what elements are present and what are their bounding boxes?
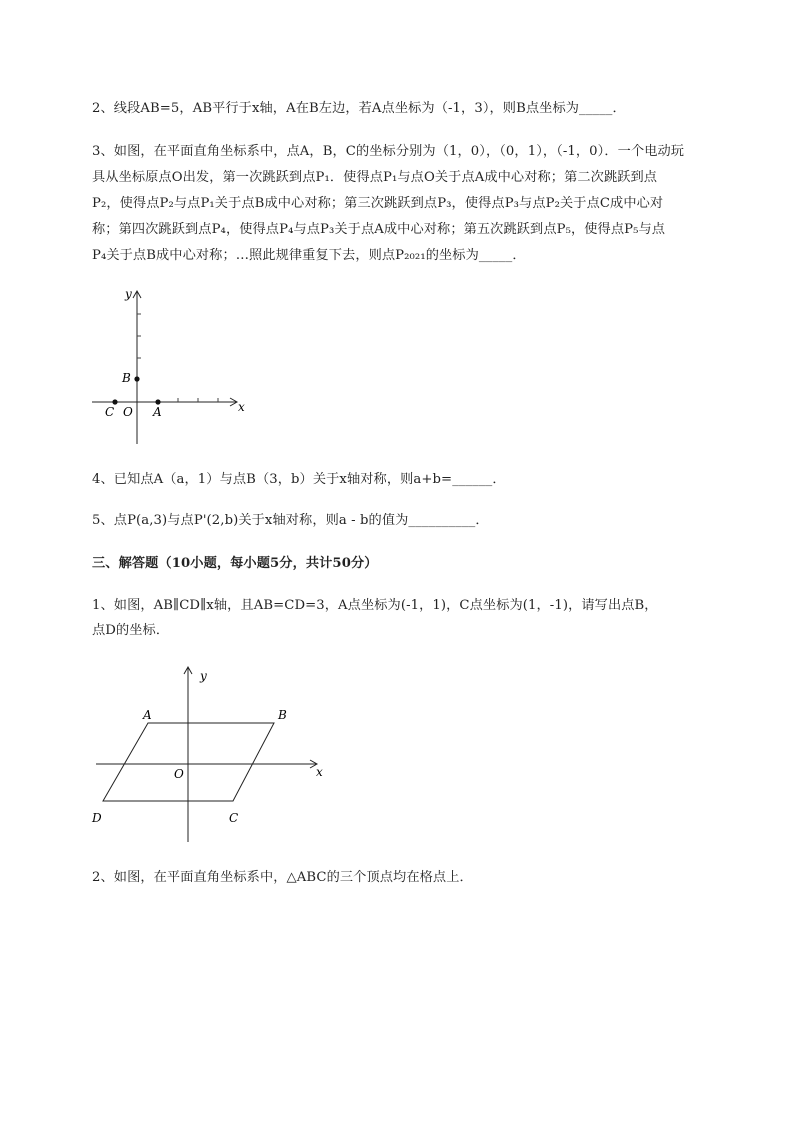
q3-x-label: x (238, 400, 245, 414)
q3-b-label: B (122, 371, 131, 385)
s3q1-x-label: x (316, 765, 323, 779)
question-4-fill-blank: 4、已知点A（a，1）与点B（3，b）关于x轴对称，则a+b=______． (92, 472, 506, 487)
section-3-question-1-line-2: 点D的坐标． (92, 623, 170, 638)
s3q1-d-label: D (92, 811, 102, 825)
q3-y-ticks (137, 314, 141, 358)
section-3-heading: 三、解答题（10小题，每小题5分，共计50分） (92, 556, 378, 571)
s3q1-o-label: O (174, 767, 184, 781)
question-3-line-4: 称；第四次跳跃到点P₄，使得点P₄与点P₃关于点A成中心对称；第五次跳跃到点P₅，使得点P₅与点 (92, 222, 666, 237)
question-3-line-1: 3、如图，在平面直角坐标系中，点A，B，C的坐标分别为（1，0），（0，1），（-1，0）．一个电动玩 (92, 144, 685, 159)
question-3-figure (86, 282, 256, 452)
question-5-fill-blank: 5、点P(a,3)与点P'(2,b)关于x轴对称，则a - b的值为__________． (92, 513, 489, 528)
q3-point-b-dot (134, 376, 139, 381)
section-3-question-1-figure (88, 662, 338, 847)
section-3-question-2-line-1: 2、如图，在平面直角坐标系中，△ABC的三个顶点均在格点上． (92, 870, 473, 885)
question-2-fill-blank: 2、线段AB=5，AB平行于x轴，A在B左边，若A点坐标为（-1，3），则B点坐标为_____． (92, 101, 626, 116)
s3q1-c-label: C (229, 811, 239, 825)
section-3-question-1-line-1: 1、如图，AB∥CD∥x轴，且AB=CD=3，A点坐标为(-1，1)，C点坐标为(1，-1)，请写出点B， (92, 598, 658, 613)
s3q1-a-label: A (143, 708, 152, 722)
question-3-line-2: 具从坐标原点O出发，第一次跳跃到点P₁．使得点P₁与点O关于点A成中心对称；第二次跳跃到点 (92, 170, 658, 185)
q3-point-c-dot (112, 399, 117, 404)
q3-a-label: A (153, 405, 162, 419)
question-3-line-3: P₂，使得点P₂与点P₁关于点B成中心对称；第三次跳跃到点P₃，使得点P₃与点P₂关于点C成中心对 (92, 196, 664, 211)
s3q1-b-label: B (278, 708, 287, 722)
q3-x-ticks (178, 398, 218, 402)
question-3-line-5: P₄关于点B成中心对称；…照此规律重复下去，则点P₂₀₂₁的坐标为_____． (92, 248, 526, 263)
q3-y-label: y (125, 287, 132, 301)
s3q1-y-label: y (200, 669, 207, 683)
q3-point-a-dot (155, 399, 160, 404)
q3-o-label: O (123, 405, 133, 419)
q3-c-label: C (105, 405, 115, 419)
